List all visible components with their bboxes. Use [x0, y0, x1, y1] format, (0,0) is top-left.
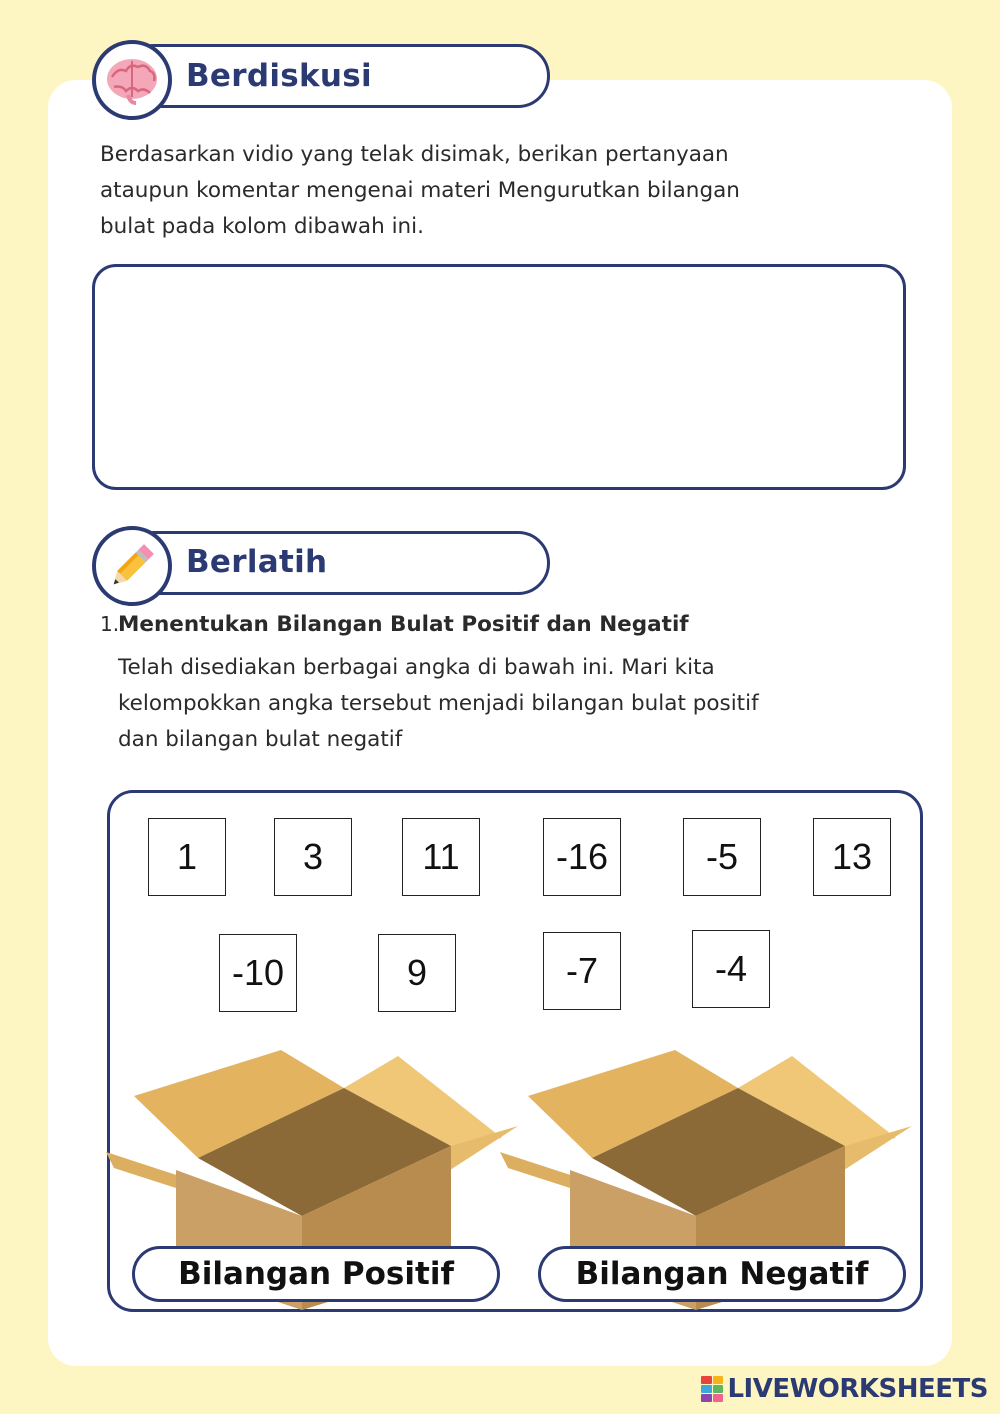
section-title-berdiskusi: Berdiskusi	[186, 58, 372, 94]
instruction-line: kelompokkan angka tersebut menjadi bilangan bulat positif	[118, 691, 759, 716]
number-tile[interactable]: -7	[543, 932, 621, 1010]
brand-name: LIVEWORKSHEETS	[727, 1374, 988, 1404]
instruction-line: Berdasarkan vidio yang telak disimak, berikan pertanyaan	[100, 142, 729, 167]
section1-instructions	[100, 137, 740, 245]
number-tile[interactable]: 9	[378, 934, 456, 1012]
positive-box-label: Bilangan Positif	[132, 1246, 500, 1302]
number-tile[interactable]: 3	[274, 818, 352, 896]
liveworksheets-logo	[701, 1374, 988, 1404]
instruction-line: bulat pada kolom dibawah ini.	[100, 214, 424, 239]
number-tile[interactable]: 1	[148, 818, 226, 896]
section2-instructions	[118, 650, 759, 758]
instruction-line: Telah disediakan berbagai angka di bawah ini. Mari kita	[118, 655, 715, 680]
instruction-line: dan bilangan bulat negatif	[118, 727, 403, 752]
number-tile[interactable]: -10	[219, 934, 297, 1012]
question-heading	[100, 612, 689, 637]
number-tile[interactable]: 11	[402, 818, 480, 896]
instruction-line: ataupun komentar mengenai materi Mengurutkan bilangan	[100, 178, 740, 203]
pencil-icon	[92, 526, 172, 606]
number-tile[interactable]: -5	[683, 818, 761, 896]
liveworksheets-mark-icon	[701, 1376, 723, 1402]
section-title-berlatih: Berlatih	[186, 544, 328, 580]
question-title: Menentukan Bilangan Bulat Positif dan Negatif	[118, 612, 689, 637]
comment-answer-box[interactable]	[92, 264, 906, 490]
number-tile[interactable]: -4	[692, 930, 770, 1008]
negative-box-label: Bilangan Negatif	[538, 1246, 906, 1302]
brain-icon	[92, 40, 172, 120]
number-tile[interactable]: 13	[813, 818, 891, 896]
question-number: 1.	[100, 612, 120, 636]
number-tile[interactable]: -16	[543, 818, 621, 896]
